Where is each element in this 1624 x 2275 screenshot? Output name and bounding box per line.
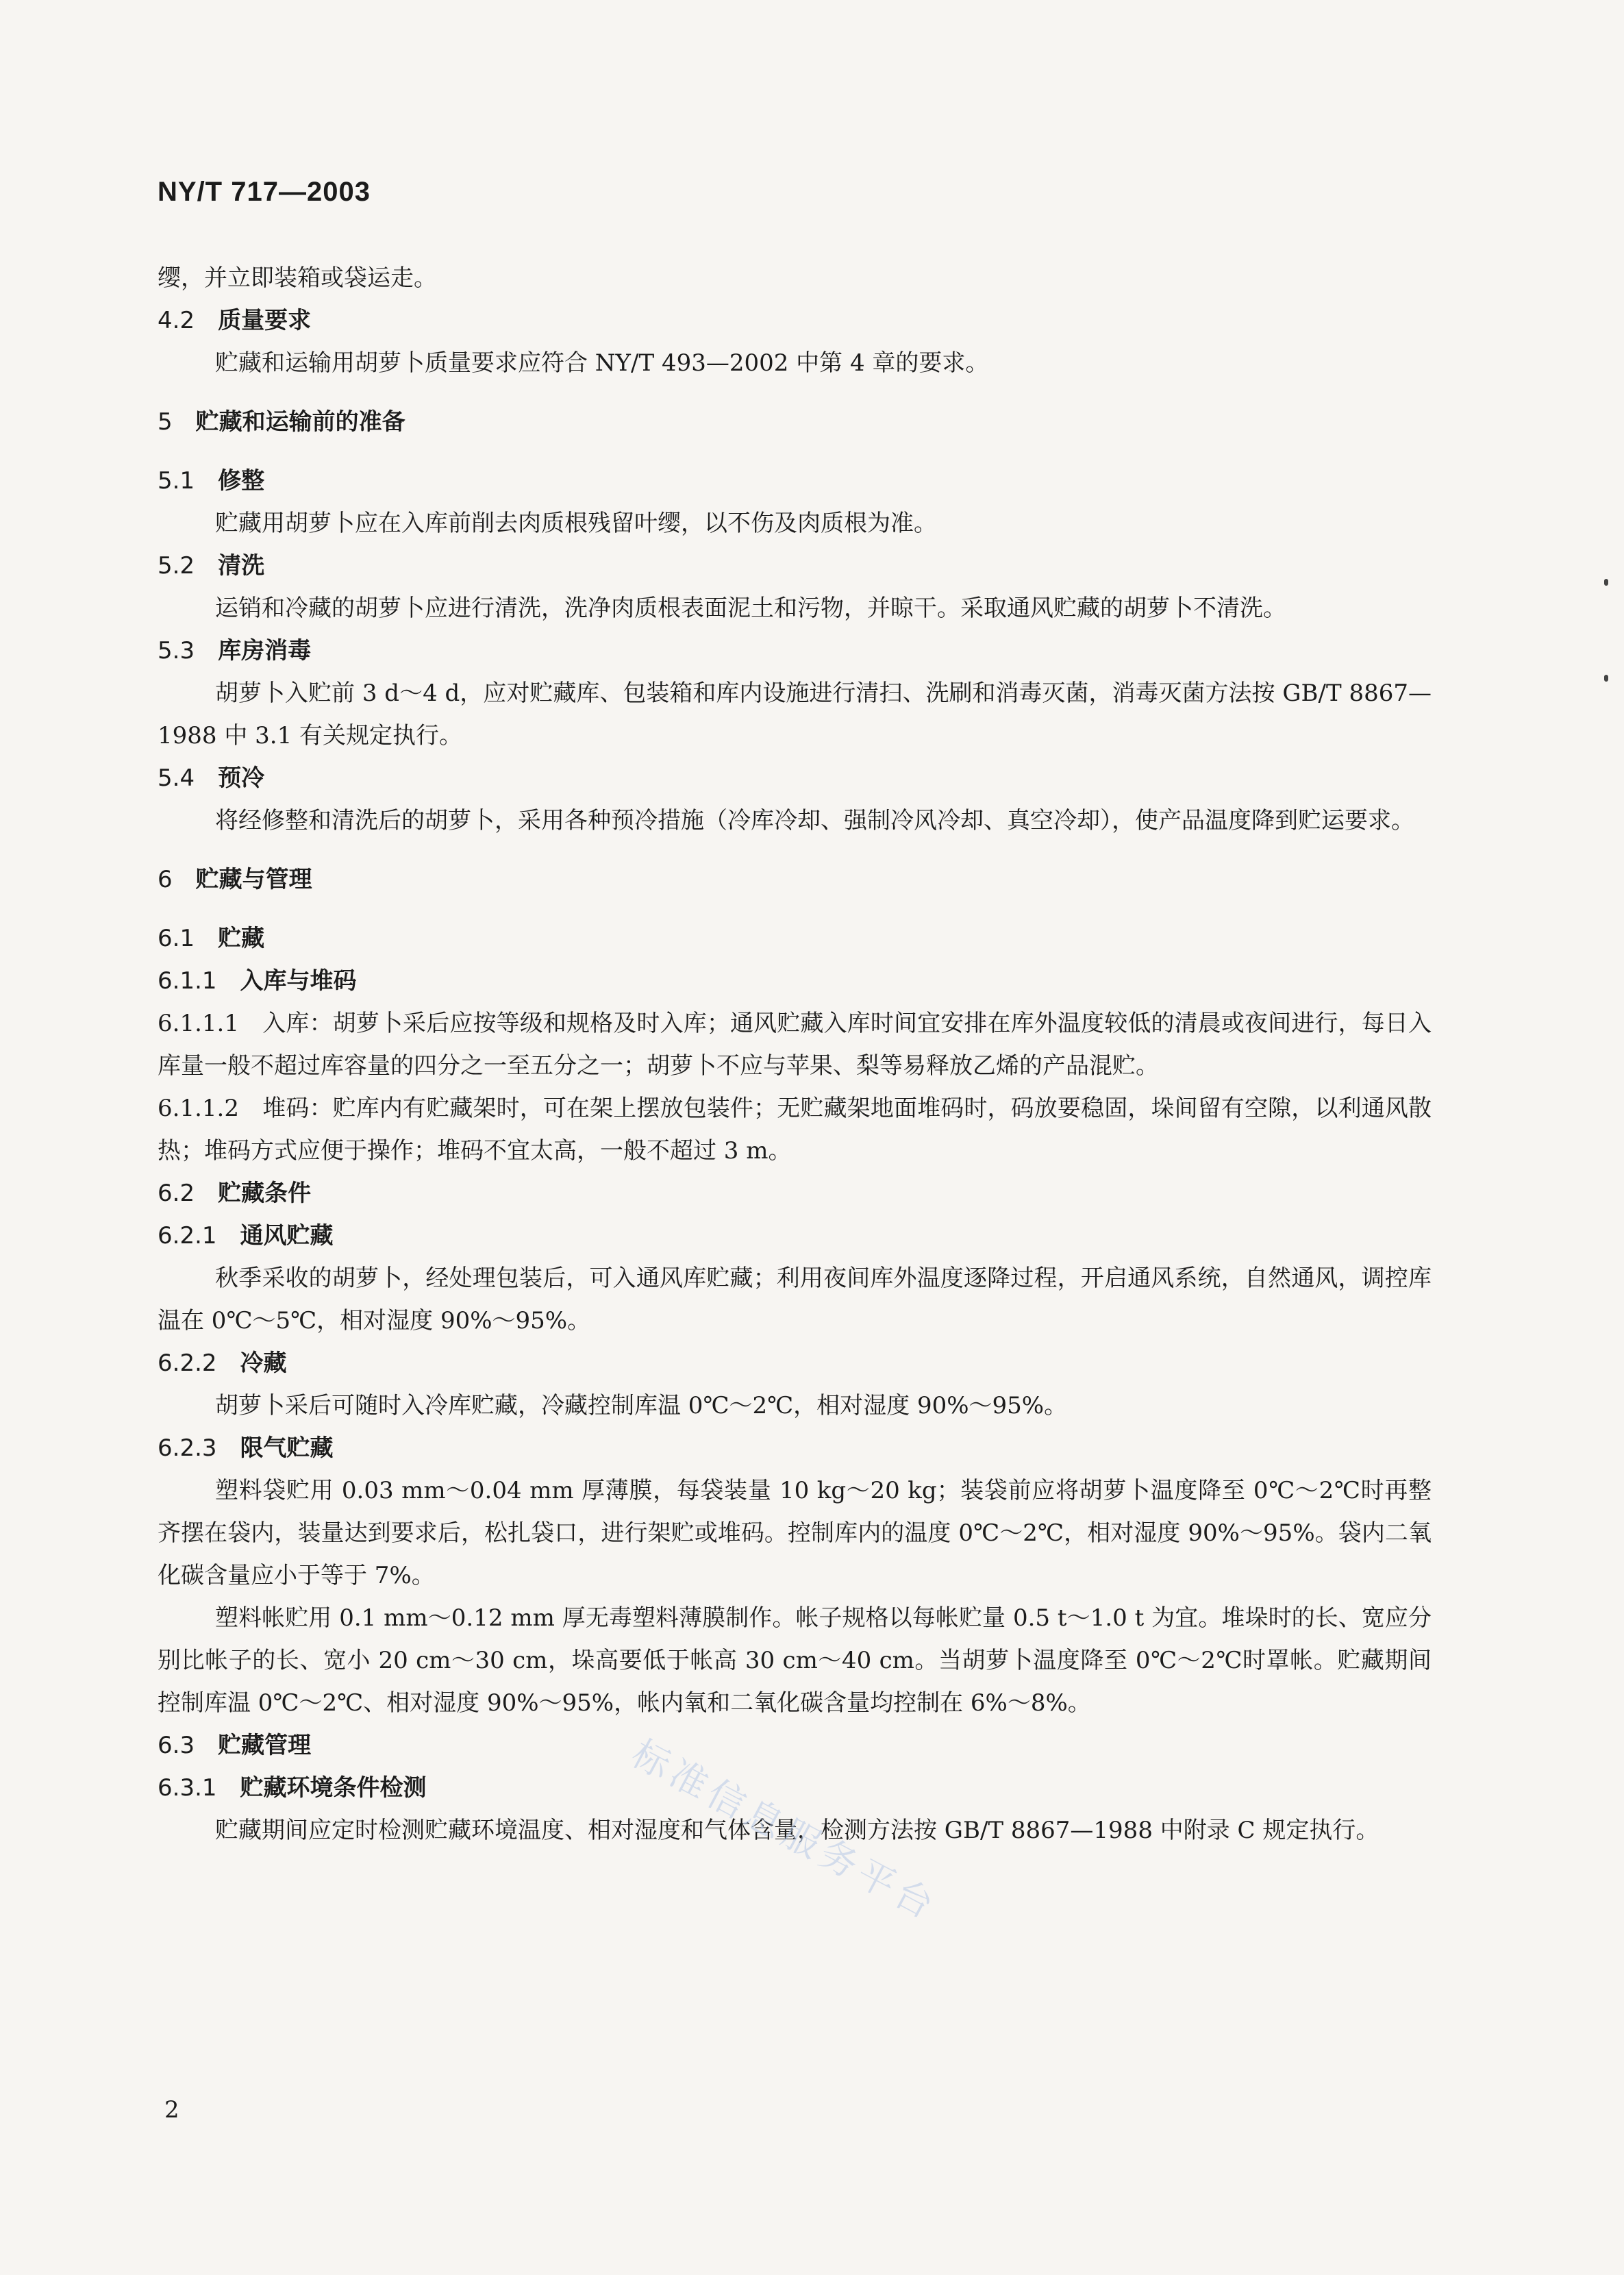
paragraph: 秋季采收的胡萝卜，经处理包装后，可入通风库贮藏；利用夜间库外温度逐降过程，开启通风系统，自然通风，调控库温在 0℃～5℃，相对湿度 90%～95%。 — [158, 1265, 1432, 1334]
heading-title: 冷藏 — [240, 1350, 287, 1377]
heading-number: 6.1.1 — [158, 967, 217, 995]
section-heading — [158, 460, 1432, 502]
heading-title: 通风贮藏 — [240, 1222, 334, 1250]
section-heading — [158, 960, 1432, 1002]
page-number: 2 — [164, 2096, 179, 2124]
heading-title: 修整 — [218, 467, 265, 495]
paragraph: 6.1.1.1 入库：胡萝卜采后应按等级和规格及时入库；通风贮藏入库时间宜安排在库外温度较低的清晨或夜间进行，每日入库量一般不超过库容量的四分之一至五分之一；胡萝卜不应与苹果、梨等易释放乙烯的产品混贮。 — [158, 1010, 1432, 1080]
paragraph: 将经修整和清洗后的胡萝卜，采用各种预冷措施（冷库冷却、强制冷风冷却、真空冷却），使产品温度降到贮运要求。 — [215, 807, 1414, 834]
paragraph: 胡萝卜采后可随时入冷库贮藏，冷藏控制库温 0℃～2℃，相对湿度 90%～95%。 — [215, 1392, 1068, 1419]
heading-number: 5.2 — [158, 552, 195, 580]
heading-title: 库房消毒 — [218, 637, 312, 664]
paragraph: 运销和冷藏的胡萝卜应进行清洗，洗净肉质根表面泥土和污物，并晾干。采取通风贮藏的胡萝卜不清洗。 — [215, 595, 1286, 622]
heading-number: 5 — [158, 408, 173, 436]
heading-title: 限气贮藏 — [240, 1434, 334, 1462]
standard-code-header: NY/T 717—2003 — [158, 177, 371, 207]
heading-title: 贮藏和运输前的准备 — [195, 408, 405, 436]
heading-number: 4.2 — [158, 307, 195, 334]
heading-title: 入库与堆码 — [240, 967, 357, 995]
watermark: 标准信息服务平台 — [625, 1731, 945, 1930]
section-heading — [158, 545, 1432, 587]
heading-title: 贮藏管理 — [218, 1732, 312, 1759]
scan-speck — [1604, 579, 1608, 586]
paragraph: 缨，并立即装箱或袋运走。 — [158, 264, 437, 292]
heading-number: 6.2.3 — [158, 1434, 217, 1462]
paragraph: 贮藏期间应定时检测贮藏环境温度、相对湿度和气体含量，检测方法按 GB/T 8867—1988 中附录 C 规定执行。 — [215, 1817, 1379, 1844]
heading-title: 清洗 — [218, 552, 265, 580]
heading-number: 6 — [158, 866, 173, 893]
section-heading — [158, 1342, 1432, 1384]
section-heading — [158, 630, 1432, 672]
heading-title: 贮藏与管理 — [195, 866, 312, 893]
heading-number: 6.3.1 — [158, 1774, 217, 1802]
section-heading — [158, 1427, 1432, 1469]
paragraph: 塑料帐贮用 0.1 mm～0.12 mm 厚无毒塑料薄膜制作。帐子规格以每帐贮量 0.5 t～1.0 t 为宜。堆垛时的长、宽应分别比帐子的长、宽小 20 cm～30 cm，垛高要低于帐高 30 cm～40 cm。当胡萝卜温度降至 0℃～2℃时罩帐。贮藏期间控制库温 0℃～2℃、相对湿度 90%～95%，帐内氧和二氧化碳含量均控制在 6%～8%。 — [158, 1604, 1432, 1717]
paragraph: 贮藏和运输用胡萝卜质量要求应符合 NY/T 493—2002 中第 4 章的要求。 — [215, 349, 989, 377]
section-heading — [158, 917, 1432, 960]
heading-number: 5.4 — [158, 764, 195, 792]
section-heading — [158, 1724, 1432, 1767]
section-heading — [158, 1172, 1432, 1215]
scan-speck — [1604, 675, 1608, 682]
chapter-heading — [158, 858, 1432, 901]
paragraph: 6.1.1.2 堆码：贮库内有贮藏架时，可在架上摆放包装件；无贮藏架地面堆码时，码放要稳固，垛间留有空隙，以利通风散热；堆码方式应便于操作；堆码不宜太高，一般不超过 3 m。 — [158, 1095, 1432, 1165]
heading-title: 预冷 — [218, 764, 265, 792]
section-heading — [158, 1767, 1432, 1809]
heading-title: 贮藏条件 — [218, 1180, 312, 1207]
paragraph: 贮藏用胡萝卜应在入库前削去肉质根残留叶缨，以不伤及肉质根为准。 — [215, 510, 937, 537]
section-heading — [158, 757, 1432, 799]
heading-number: 6.2 — [158, 1180, 195, 1207]
heading-number: 6.2.2 — [158, 1350, 217, 1377]
chapter-heading — [158, 401, 1432, 443]
heading-title: 贮藏 — [218, 925, 265, 952]
heading-title: 贮藏环境条件检测 — [240, 1774, 427, 1802]
heading-number: 6.2.1 — [158, 1222, 217, 1250]
document-body — [158, 257, 1432, 1852]
heading-number: 5.1 — [158, 467, 195, 495]
heading-number: 6.1 — [158, 925, 195, 952]
heading-number: 5.3 — [158, 637, 195, 664]
paragraph: 胡萝卜入贮前 3 d～4 d，应对贮藏库、包装箱和库内设施进行清扫、洗刷和消毒灭菌，消毒灭菌方法按 GB/T 8867—1988 中 3.1 有关规定执行。 — [158, 680, 1432, 749]
section-heading — [158, 1215, 1432, 1257]
section-heading — [158, 299, 1432, 342]
heading-number: 6.3 — [158, 1732, 195, 1759]
paragraph: 塑料袋贮用 0.03 mm～0.04 mm 厚薄膜，每袋装量 10 kg～20 kg；装袋前应将胡萝卜温度降至 0℃～2℃时再整齐摆在袋内，装量达到要求后，松扎袋口，进行架贮或堆码。控制库内的温度 0℃～2℃，相对湿度 90%～95%。袋内二氧化碳含量应小于等于 7%。 — [158, 1477, 1432, 1589]
heading-title: 质量要求 — [218, 307, 312, 334]
